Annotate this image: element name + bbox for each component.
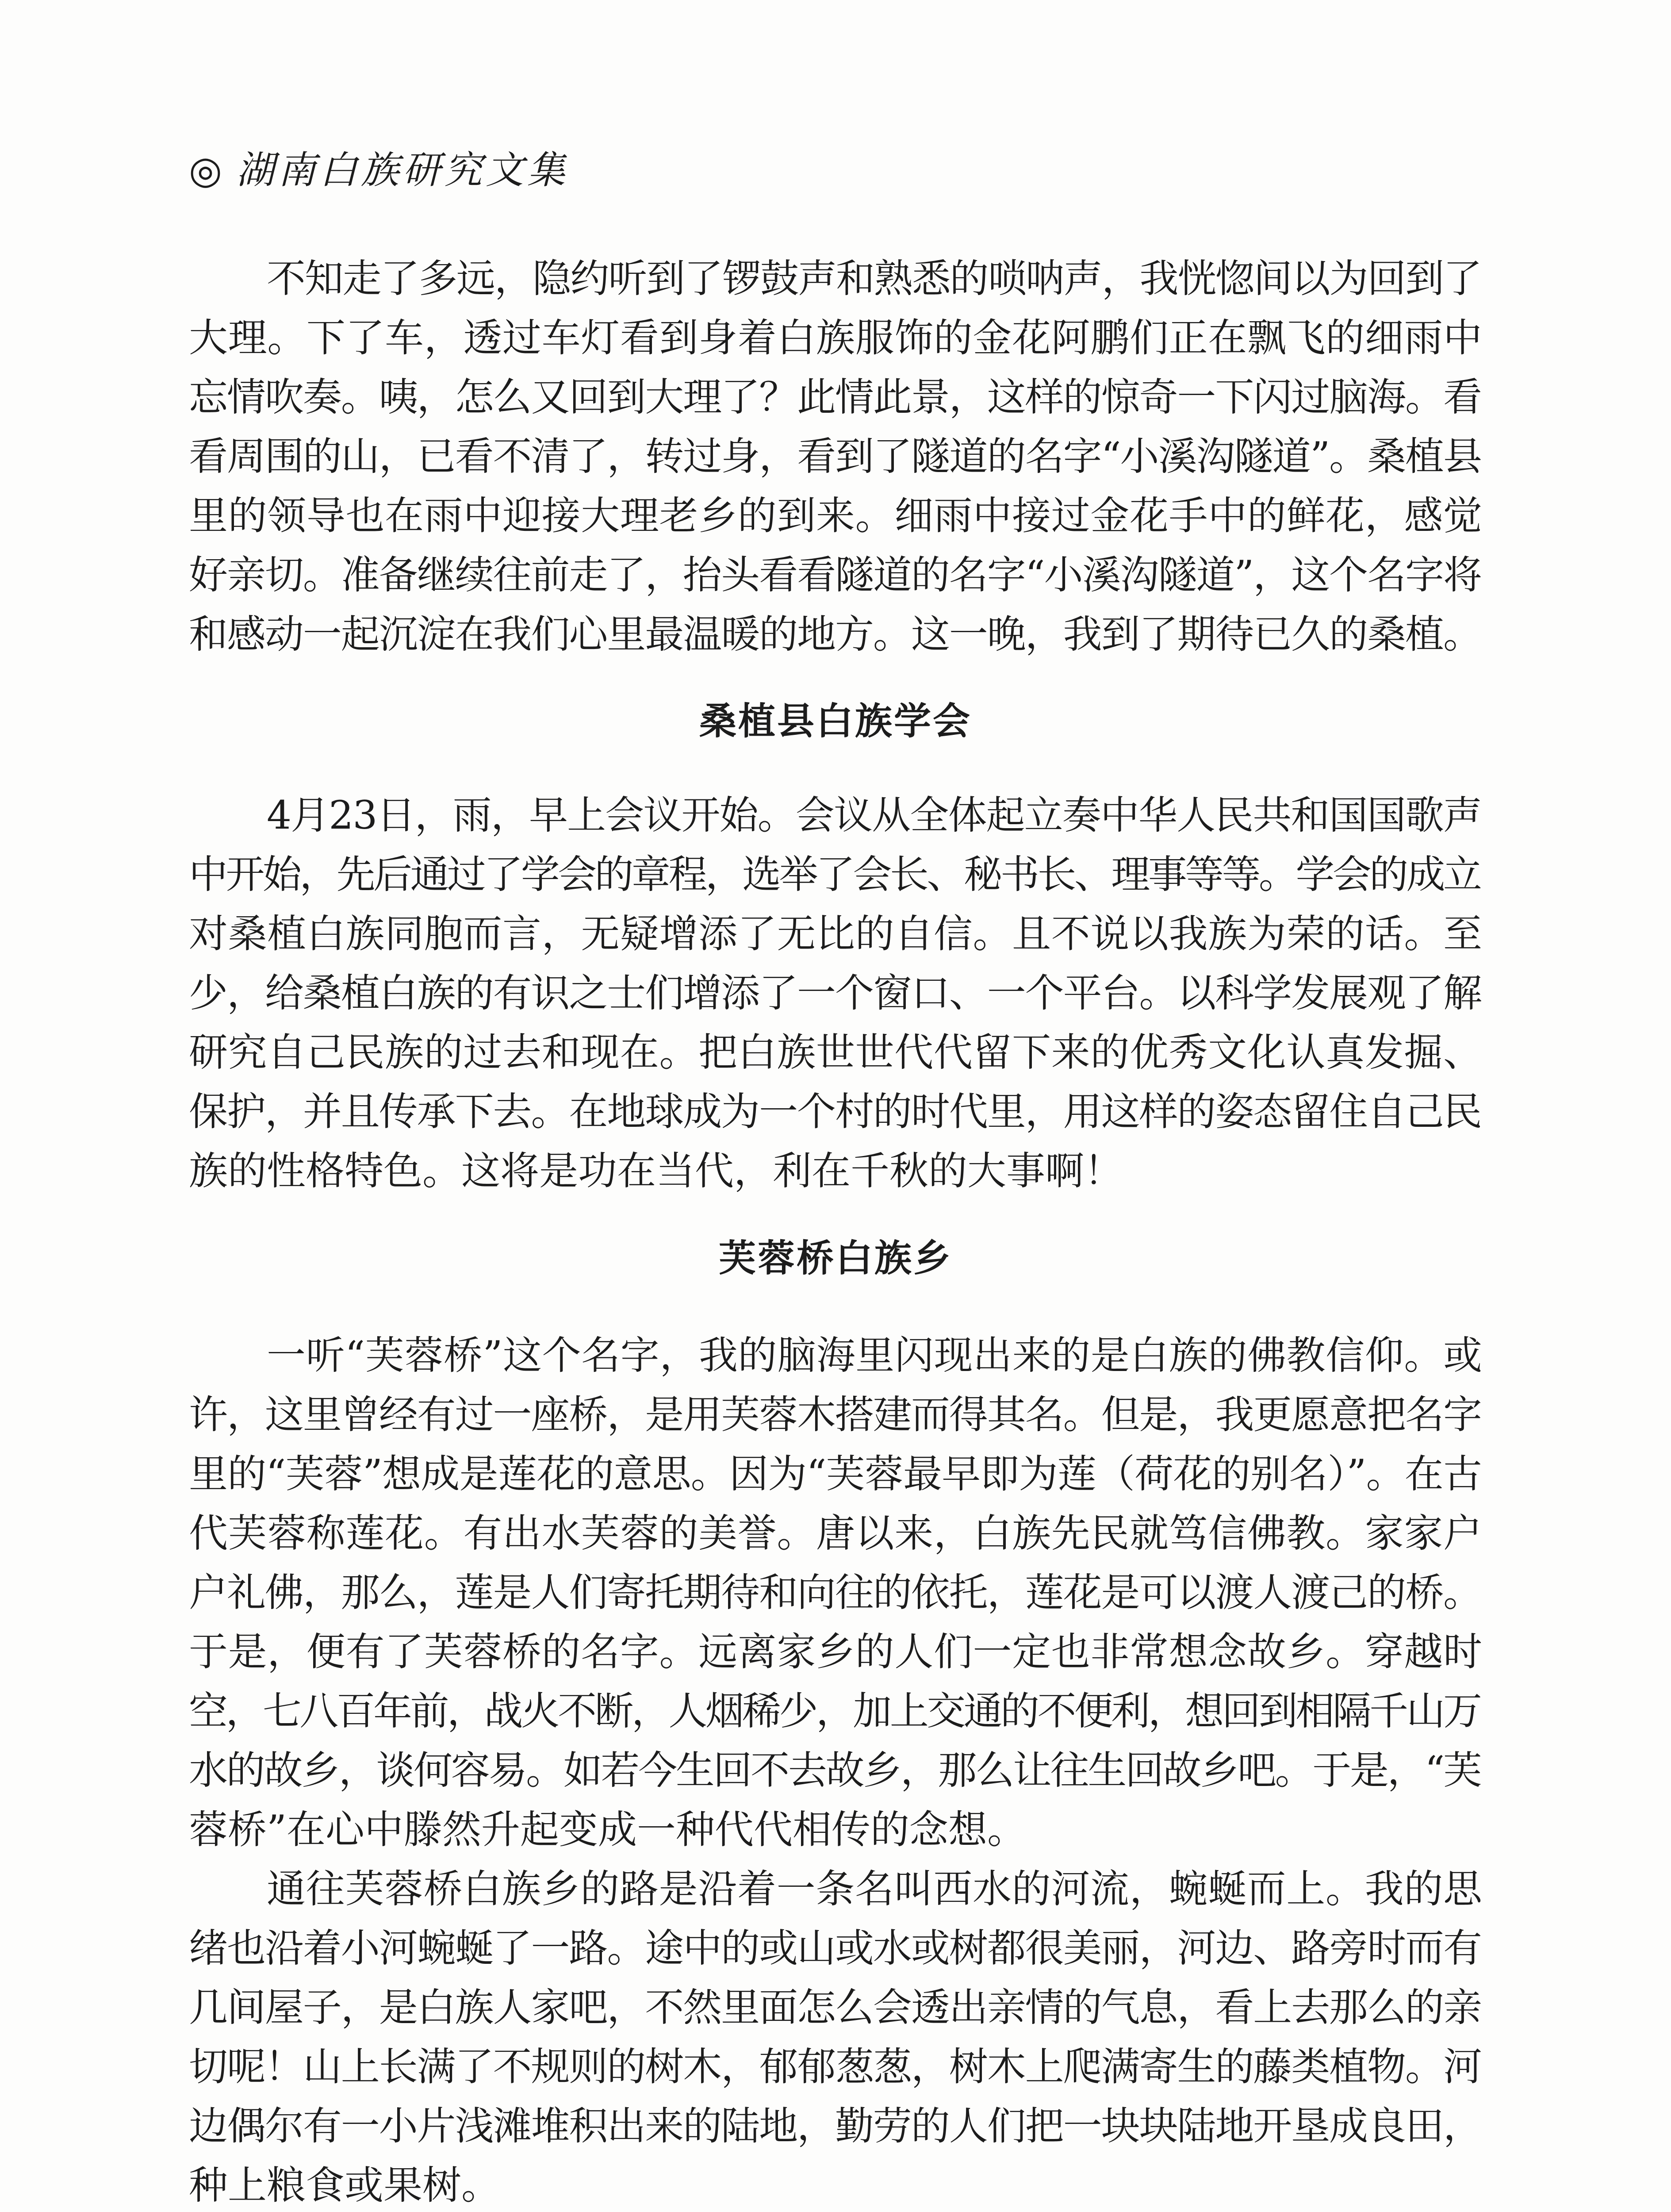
text-line [189,1563,1482,1622]
line-text: 不知走了多远，隐约听到了锣鼓声和熟悉的唢呐声，我恍惚间以为回到了 [267,256,1481,301]
line-text: 于是，便有了芙蓉桥的名字。远离家乡的人们一定也非常想念故乡。穿越时 [189,1629,1483,1674]
line-text: 大理。下了车，透过车灯看到身着白族服饰的金花阿鹏们正在飘飞的细雨中 [189,315,1483,361]
line-text: 边偶尔有一小片浅滩堆积出来的陆地，勤劳的人们把一块块陆地开垦成良田， [189,2103,1481,2149]
text-line [189,1682,1482,1741]
line-text: 族的性格特色。这将是功在当代，利在千秋的大事啊！ [189,1148,1123,1194]
text-line [189,605,1482,664]
text-line [189,1741,1482,1800]
text-line [189,2097,1482,2156]
paragraph-1 [189,249,1482,664]
text-line [189,486,1482,545]
text-line [189,904,1482,964]
text-line [189,2156,1482,2212]
text-line [189,1023,1482,1082]
line-text: 绪也沿着小河蜿蜒了一路。途中的或山或水或树都很美丽，河边、路旁时而有 [189,1925,1481,1971]
line-text: 研究自己民族的过去和现在。把白族世世代代留下来的优秀文化认真发掘、 [189,1029,1483,1075]
line-text: 户礼佛，那么，莲是人们寄托期待和向往的依托，莲花是可以渡人渡己的桥。 [189,1570,1481,1615]
text-line [189,1978,1482,2037]
text-line [189,1326,1482,1385]
text-line [189,1444,1482,1504]
text-line [189,368,1482,427]
line-text: 水的故乡，谈何容易。如若今生回不去故乡，那么让往生回故乡吧。于是，“芙 [189,1747,1481,1793]
text-line [189,1800,1482,1859]
text-line [189,845,1482,904]
text-line [189,1504,1482,1563]
line-text: 忘情吹奏。咦，怎么又回到大理了？此情此景，这样的惊奇一下闪过脑海。看 [189,374,1481,420]
line-text: 里的“芙蓉”想成是莲花的意思。因为“芙蓉最早即为莲（荷花的别名）”。在古 [189,1451,1482,1497]
text-line [189,1859,1482,1919]
section-heading-furongqiao: 芙蓉桥白族乡 [718,1237,952,1280]
text-line [189,964,1482,1023]
line-text: 几间屋子，是白族人家吧，不然里面怎么会透出亲情的气息，看上去那么的亲 [189,1985,1481,2030]
line-text: 通往芙蓉桥白族乡的路是沿着一条名叫西水的河流，蜿蜒而上。我的思 [267,1866,1483,1912]
text-line [189,545,1482,605]
line-text: 对桑植白族同胞而言，无疑增添了无比的自信。且不说以我族为荣的话。至 [189,911,1483,956]
text-line [189,786,1482,845]
text-line [189,249,1482,308]
line-text: 里的领导也在雨中迎接大理老乡的到来。细雨中接过金花手中的鲜花，感觉 [189,493,1483,538]
text-line [189,2037,1482,2097]
line-text: 一听“芙蓉桥”这个名字，我的脑海里闪现出来的是白族的佛教信仰。或 [267,1333,1483,1378]
text-line [189,1082,1482,1141]
line-text: 代芙蓉称莲花。有出水芙蓉的美誉。唐以来，白族先民就笃信佛教。家家户 [189,1510,1483,1556]
line-text: 和感动一起沉淀在我们心里最温暖的地方。这一晚，我到了期待已久的桑植。 [189,611,1481,657]
circle-mark-icon: ◎ [189,148,226,192]
running-header [189,142,569,199]
line-text: 保护，并且传承下去。在地球成为一个村的时代里，用这样的姿态留住自己民 [189,1089,1481,1134]
section-heading-sangzhi-bai-society: 桑植县白族学会 [699,699,972,743]
line-text: 切呢！山上长满了不规则的树木，郁郁葱葱，树木上爬满寄生的藤类植物。河 [189,2044,1481,2089]
text-line [189,427,1482,486]
text-line [189,1919,1482,1978]
line-text: 蓉桥”在心中滕然升起变成一种代代相传的念想。 [189,1807,1026,1852]
line-text: 中开始，先后通过了学会的章程，选举了会长、秘书长、理事等等。学会的成立 [189,852,1480,897]
text-line [189,308,1482,368]
line-text: 空，七八百年前，战火不断，人烟稀少，加上交通的不便利，想回到相隔千山万 [189,1688,1480,1734]
paragraph-2 [189,786,1482,1201]
line-text: 少，给桑植白族的有识之士们增添了一个窗口、一个平台。以科学发展观了解 [189,970,1481,1016]
line-text: 好亲切。准备继续往前走了，抬头看看隧道的名字“小溪沟隧道”，这个名字将 [189,552,1481,598]
line-text: 种上粮食或果树。 [189,2162,501,2208]
text-line [189,1622,1482,1682]
text-line [189,1385,1482,1444]
book-title: 湖南白族研究文集 [236,148,569,192]
paragraph-3 [189,1326,1482,1859]
line-text: 4月23日，雨，早上会议开始。会议从全体起立奏中华人民共和国国歌声 [267,792,1482,838]
text-line [189,1141,1482,1201]
paragraph-4 [189,1859,1482,2212]
line-text: 看周围的山，已看不清了，转过身，看到了隧道的名字“小溪沟隧道”。桑植县 [189,434,1481,479]
line-text: 许，这里曾经有过一座桥，是用芙蓉木搭建而得其名。但是，我更愿意把名字 [189,1392,1481,1437]
